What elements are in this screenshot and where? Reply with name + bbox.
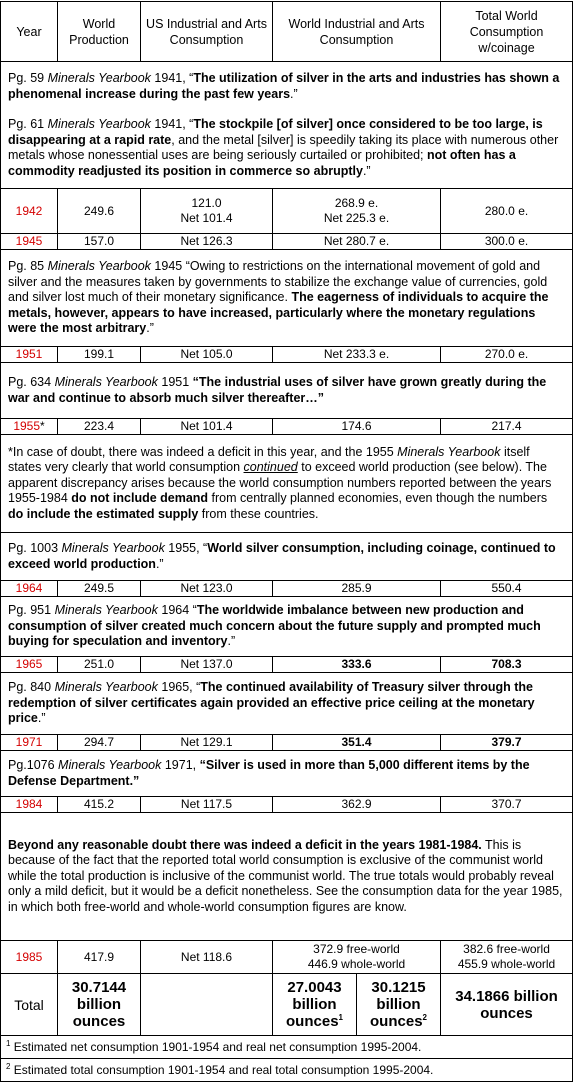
world-consumption-cell: 285.9 — [273, 581, 441, 597]
note-row-1951 — [1, 363, 573, 419]
total-cell: 382.6 free-world 455.9 whole-world — [441, 941, 573, 974]
note-1965: Pg. 840 Minerals Yearbook 1965, “The continued availability of Treasury silver through the redemption of silver certificates again provided an effective price ceiling at the monetary price.” — [1, 673, 573, 735]
total-cell: 370.7 — [441, 797, 573, 813]
year-cell: 1942 — [1, 189, 58, 234]
table-row-1965 — [1, 657, 573, 673]
world-consumption-cell: 362.9 — [273, 797, 441, 813]
total-world-consumption: 34.1866 billion ounces — [441, 974, 573, 1036]
us-consumption-cell: Net 129.1 — [141, 735, 273, 751]
note-1964: Pg. 951 Minerals Yearbook 1964 “The worldwide imbalance between new production and consumption of silver created much concern about the future supply and prompted much buying for speculation and inventory.” — [1, 597, 573, 657]
year-cell: 1971 — [1, 735, 58, 751]
us-consumption-cell: Net 126.3 — [141, 234, 273, 250]
year-cell: 1965 — [1, 657, 58, 673]
note-row-1964 — [1, 597, 573, 657]
world-consumption-cell: 333.6 — [273, 657, 441, 673]
total-cell: 217.4 — [441, 419, 573, 435]
production-cell: 294.7 — [58, 735, 141, 751]
note-row-1955-deficit — [1, 435, 573, 533]
table-row-1942 — [1, 189, 573, 234]
total-cell: 300.0 e. — [441, 234, 573, 250]
header-total-world: Total World Consumption w/coinage — [441, 2, 573, 62]
production-cell: 415.2 — [58, 797, 141, 813]
table-row-1984 — [1, 797, 573, 813]
silver-consumption-table — [0, 1, 573, 1082]
table-row-1985 — [1, 941, 573, 974]
footnote-2: $^2$ Estimated total consumption 1901-1954 and real total consumption 1995-2004. — [1, 1059, 573, 1082]
us-consumption-cell: Net 118.6 — [141, 941, 273, 974]
header-row — [1, 2, 573, 62]
production-cell: 251.0 — [58, 657, 141, 673]
year-cell: 1951 — [1, 347, 58, 363]
year-cell: 1945 — [1, 234, 58, 250]
production-cell: 157.0 — [58, 234, 141, 250]
world-consumption-cell: Net 233.3 e. — [273, 347, 441, 363]
note-row-1941 — [1, 62, 573, 189]
table-row-1964 — [1, 581, 573, 597]
table-row-1945 — [1, 234, 573, 250]
note-1955: Pg. 1003 Minerals Yearbook 1955, “World silver consumption, including coinage, continued to exceed world production.” — [1, 533, 573, 581]
us-consumption-cell: Net 101.4 — [141, 419, 273, 435]
note-row-1955 — [1, 533, 573, 581]
header-world-production: World Production — [58, 2, 141, 62]
production-cell: 199.1 — [58, 347, 141, 363]
footnote-row-1 — [1, 1036, 573, 1059]
total-production: 30.7144 billion ounces — [58, 974, 141, 1036]
world-consumption-cell: 268.9 e. Net 225.3 e. — [273, 189, 441, 234]
header-world-consumption: World Industrial and Arts Consumption — [273, 2, 441, 62]
footnote-1: $^1$ Estimated net consumption 1901-1954 and real net consumption 1995-2004. — [1, 1036, 573, 1059]
production-cell: 417.9 — [58, 941, 141, 974]
total-cell: 270.0 e. — [441, 347, 573, 363]
total-consumption: 30.1215 billion ounces$^2$ — [357, 974, 441, 1036]
total-cell: 379.7 — [441, 735, 573, 751]
production-cell: 223.4 — [58, 419, 141, 435]
us-consumption-cell: 121.0 Net 101.4 — [141, 189, 273, 234]
world-consumption-cell: 372.9 free-world 446.9 whole-world — [273, 941, 441, 974]
production-cell: 249.5 — [58, 581, 141, 597]
table-row-1955 — [1, 419, 573, 435]
us-consumption-cell: Net 123.0 — [141, 581, 273, 597]
total-net-consumption: 27.0043 billion ounces$^1$ — [273, 974, 357, 1036]
totals-label: Total — [1, 974, 58, 1036]
note-1984: Beyond any reasonable doubt there was indeed a deficit in the years 1981-1984. This is because of the fact that the reported total world consumption is exclusive of the communist world while the total production is inclusive of the communist world. The true totals would probably reveal only a mild deficit, but it would be a deficit nonetheless. See the consumption data for the year 1985, in which both free-world and whole-world consumption figures are know. — [1, 813, 573, 941]
total-cell: 550.4 — [441, 581, 573, 597]
world-consumption-cell: 174.6 — [273, 419, 441, 435]
us-consumption-cell: Net 105.0 — [141, 347, 273, 363]
note-1941: Pg. 59 Minerals Yearbook 1941, “The utilization of silver in the arts and industries has shown a phenomenal increase during the past few years.” Pg. 61 Minerals Yearbook 1941, “The stockpile [of silver] once considered to be too large, is disappearing at a rapid rate, and the metal [silver] is speedily taking its place with numerous other metals whose nonessential uses are being seriously curtailed or prohibited; not often has a commodity readjusted its position in commerce so abruptly.” — [1, 62, 573, 189]
note-1971: Pg.1076 Minerals Yearbook 1971, “Silver is used in more than 5,000 different items by the Defense Department.” — [1, 751, 573, 797]
year-cell: 1985 — [1, 941, 58, 974]
note-row-1965 — [1, 673, 573, 735]
us-consumption-cell: Net 117.5 — [141, 797, 273, 813]
year-cell: 1955* — [1, 419, 58, 435]
world-consumption-cell: Net 280.7 e. — [273, 234, 441, 250]
production-cell: 249.6 — [58, 189, 141, 234]
note-1945: Pg. 85 Minerals Yearbook 1945 “Owing to restrictions on the international movement of gold and silver and the measures taken by governments to stabilize the exchange value of currencies, gold and silver lost much of their monetary significance. The eagerness of individuals to acquire the metals, however, appears to have increased, particularly where the monetary regulations were the most arbitrary.” — [1, 250, 573, 347]
us-consumption-cell: Net 137.0 — [141, 657, 273, 673]
year-cell: 1984 — [1, 797, 58, 813]
footnote-row-2 — [1, 1059, 573, 1082]
note-row-1984 — [1, 813, 573, 941]
total-us-empty — [141, 974, 273, 1036]
note-row-1971 — [1, 751, 573, 797]
table-row-1951 — [1, 347, 573, 363]
note-1955-deficit: *In case of doubt, there was indeed a deficit in this year, and the 1955 Minerals Yearbook itself states very clearly that world consumption continued to exceed world production (see below). The apparent discrepancy arises because the world consumption numbers reported between the years 1955-1984 do not include demand from centrally planned economies, even though the numbers do include the estimated supply from these countries. — [1, 435, 573, 533]
header-us-consumption: US Industrial and Arts Consumption — [141, 2, 273, 62]
totals-row — [1, 974, 573, 1036]
header-year: Year — [1, 2, 58, 62]
total-cell: 708.3 — [441, 657, 573, 673]
table-row-1971 — [1, 735, 573, 751]
note-row-1945 — [1, 250, 573, 347]
total-cell: 280.0 e. — [441, 189, 573, 234]
world-consumption-cell: 351.4 — [273, 735, 441, 751]
year-cell: 1964 — [1, 581, 58, 597]
note-1951: Pg. 634 Minerals Yearbook 1951 “The industrial uses of silver have grown greatly during the war and continue to absorb much silver thereafter…” — [1, 363, 573, 419]
